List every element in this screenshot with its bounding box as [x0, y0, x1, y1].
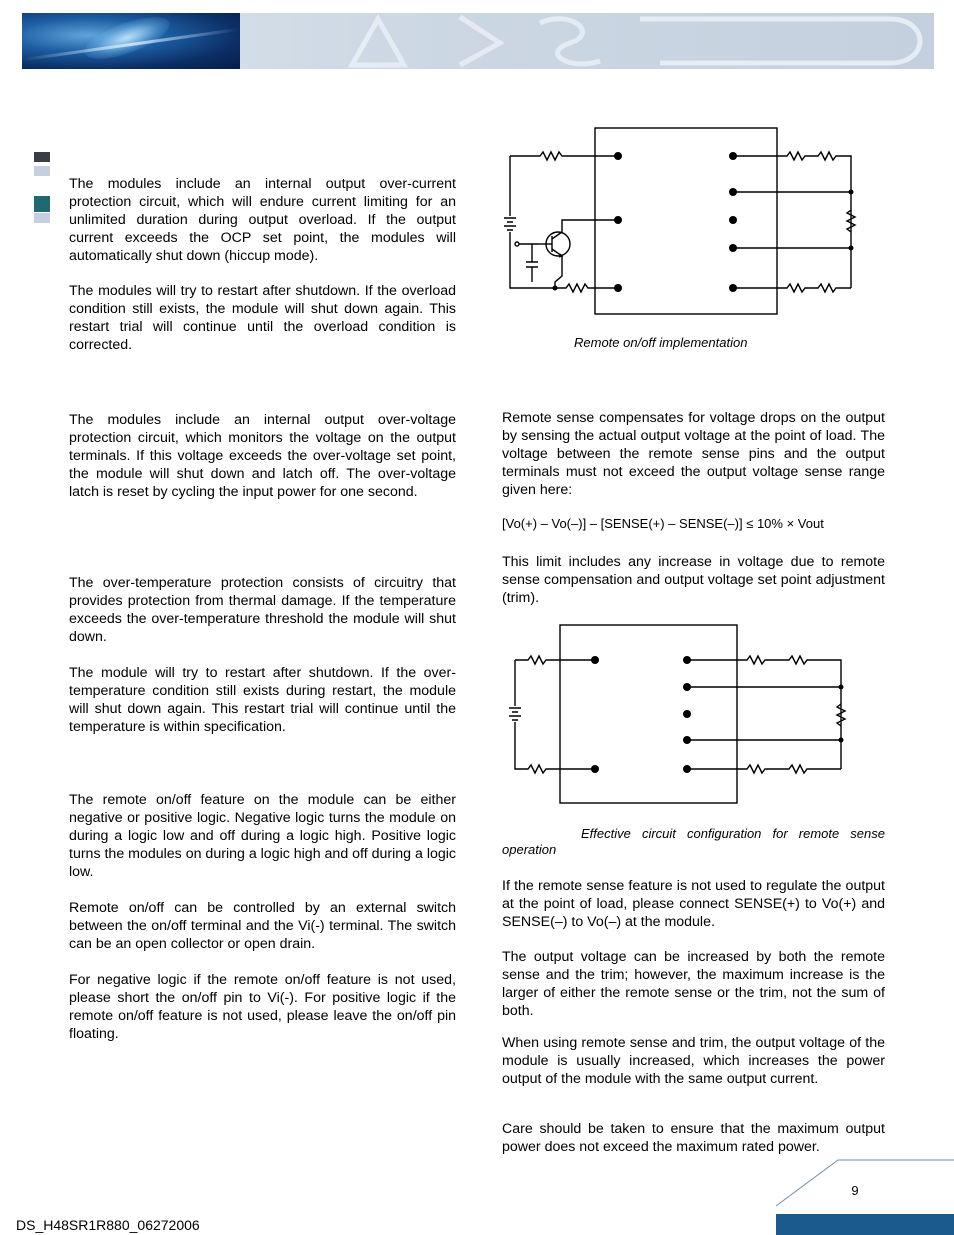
section-marker-light — [34, 166, 50, 176]
sense-equation: [Vo(+) – Vo(–)] – [SENSE(+) – SENSE(–)] ≤ 10% × Vout — [502, 516, 824, 531]
sense-paragraph-5: When using remote sense and trim, the output voltage of the module is usually increased, which increases the power output of the module with the same output current. — [502, 1035, 885, 1087]
page-number: 9 — [851, 1183, 859, 1198]
ocp-paragraph-1: The modules include an internal output over-current protection circuit, which will endure current limiting for an unlimited duration during output overload. If the output current exceeds the OCP set point, the modules will automatically shut down (hiccup mode). — [69, 176, 456, 264]
otp-paragraph-2: The module will try to restart after shutdown. If the over-temperature condition still exists during restart, the module will shut down again. This restart trial will continue until the temperature is within specification. — [69, 665, 456, 735]
otp-paragraph-1: The over-temperature protection consists of circuitry that provides protection from thermal damage. If the temperature exceeds the over-temperature threshold the module will shut down. — [69, 575, 456, 645]
sense-paragraph-2: This limit includes any increase in voltage due to remote sense compensation and output voltage set point adjustment (trim). — [502, 554, 885, 606]
sense-paragraph-3: If the remote sense feature is not used to regulate the output at the point of load, please connect SENSE(+) to Vo(+) and SENSE(–) to Vo(–) at the module. — [502, 878, 885, 930]
ovp-paragraph: The modules include an internal output over-voltage protection circuit, which monitors the voltage on the output terminals. If this voltage exceeds the over-voltage set point, the module will shut down and latch off. The over-voltage latch is reset by cycling the input power for one second. — [69, 412, 456, 500]
onoff-paragraph-2: Remote on/off can be controlled by an external switch between the on/off terminal and the Vi(-) terminal. The switch can be an open collector or open drain. — [69, 900, 456, 952]
onoff-paragraph-1: The remote on/off feature on the module can be either negative or positive logic. Negative logic turns the module on during a logic low and off during a logic high. Positive logic turns the modules on during a logic high and off during a logic low. — [69, 792, 456, 880]
onoff-paragraph-3: For negative logic if the remote on/off feature is not used, please short the on/off pin to Vi(-). For positive logic if the remote on/off feature is not used, please leave the on/off pin floating. — [69, 972, 456, 1042]
caption-remote-sense: Effective circuit configuration for remote sense operation — [502, 826, 885, 857]
section-marker-teal — [34, 196, 50, 212]
sense-paragraph-4: The output voltage can be increased by both the remote sense and the trim; however, the maximum increase is the larger of either the remote sense or the trim, not the sum of both. — [502, 949, 885, 1019]
remote-sense-circuit-diagram — [504, 622, 850, 808]
sense-paragraph-6: Care should be taken to ensure that the maximum output power does not exceed the maximum rated power. — [502, 1121, 885, 1155]
section-marker-dark — [34, 152, 50, 162]
document-id: DS_H48SR1R880_06272006 — [16, 1217, 200, 1233]
sense-paragraph-1: Remote sense compensates for voltage drops on the output by sensing the actual output voltage at the point of load. The voltage between the remote sense pins and the output terminals must not exceed the output voltage sense range given here: — [502, 410, 885, 498]
banner-logo-watermark — [240, 13, 934, 69]
ocp-paragraph-2: The modules will try to restart after shutdown. If the overload condition still exists, the module will shut down again. This restart trial will continue until the overload condition is corrected. — [69, 283, 456, 353]
caption-remote-onoff: Remote on/off implementation — [574, 335, 748, 350]
header-banner — [22, 13, 934, 69]
remote-onoff-circuit-diagram — [500, 122, 860, 318]
banner-photo — [22, 13, 240, 69]
section-marker-pale — [34, 213, 50, 223]
